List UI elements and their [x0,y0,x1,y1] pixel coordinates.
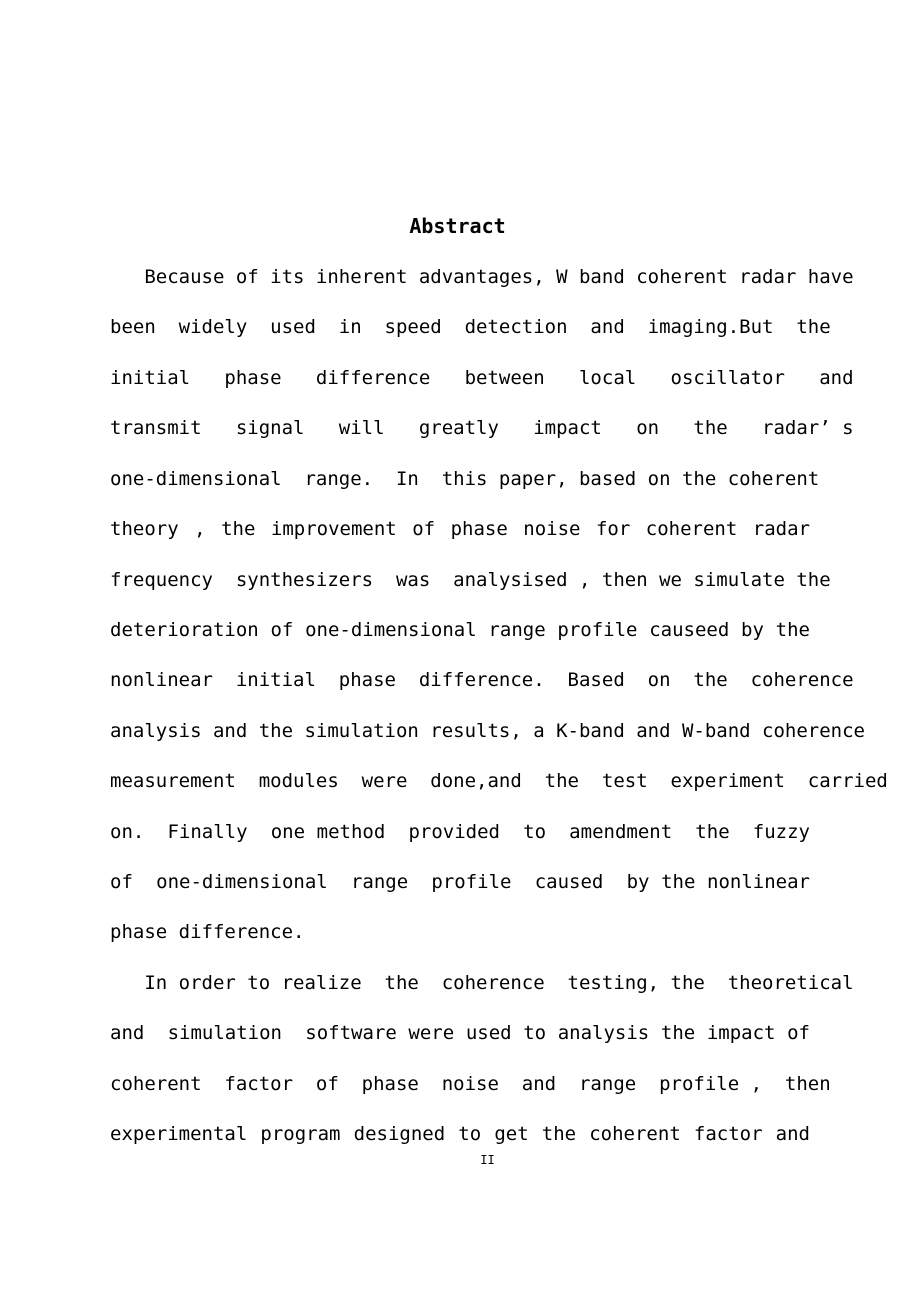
paragraph-1-line-6: theory , the improvement of phase noise for coherent radar [110,518,810,540]
paragraph-1-line-8: deterioration of one-dimensional range profile causeed by the [110,619,810,641]
paragraph-1-line-13: of one-dimensional range profile caused by the nonlinear [110,871,810,893]
paragraph-1-line-5: one-dimensional range. In this paper, based on the coherent [110,468,820,490]
paragraph-1-line-2: been widely used in speed detection and imaging.But the [110,316,831,338]
paragraph-2-line-3: coherent factor of phase noise and range profile , then [110,1073,831,1095]
abstract-title: Abstract [409,214,506,238]
paragraph-1-line-4: transmit signal will greatly impact on the radar’ s [110,417,854,439]
paragraph-2-line-4: experimental program designed to get the coherent factor and [110,1123,810,1145]
paragraph-1-line-11: measurement modules were done,and the test experiment carried [110,770,888,792]
paragraph-1-line-10: analysis and the simulation results, a K-band and W-band coherence [110,720,865,742]
paragraph-1-line-3: initial phase difference between local oscillator and [110,367,854,389]
paragraph-1-line-12: on. Finally one method provided to amendment the fuzzy [110,821,810,843]
paragraph-2-line-1: In order to realize the coherence testing, the theoretical [110,972,854,994]
paragraph-1-line-9: nonlinear initial phase difference. Based on the coherence [110,669,854,691]
paragraph-1-line-7: frequency synthesizers was analysised , then we simulate the [110,569,831,591]
paragraph-2-line-2: and simulation software were used to analysis the impact of [110,1022,810,1044]
paragraph-1-line-1: Because of its inherent advantages, W band coherent radar have [110,266,854,288]
page-number: II [480,1153,495,1167]
paragraph-1-line-14: phase difference. [110,921,305,943]
